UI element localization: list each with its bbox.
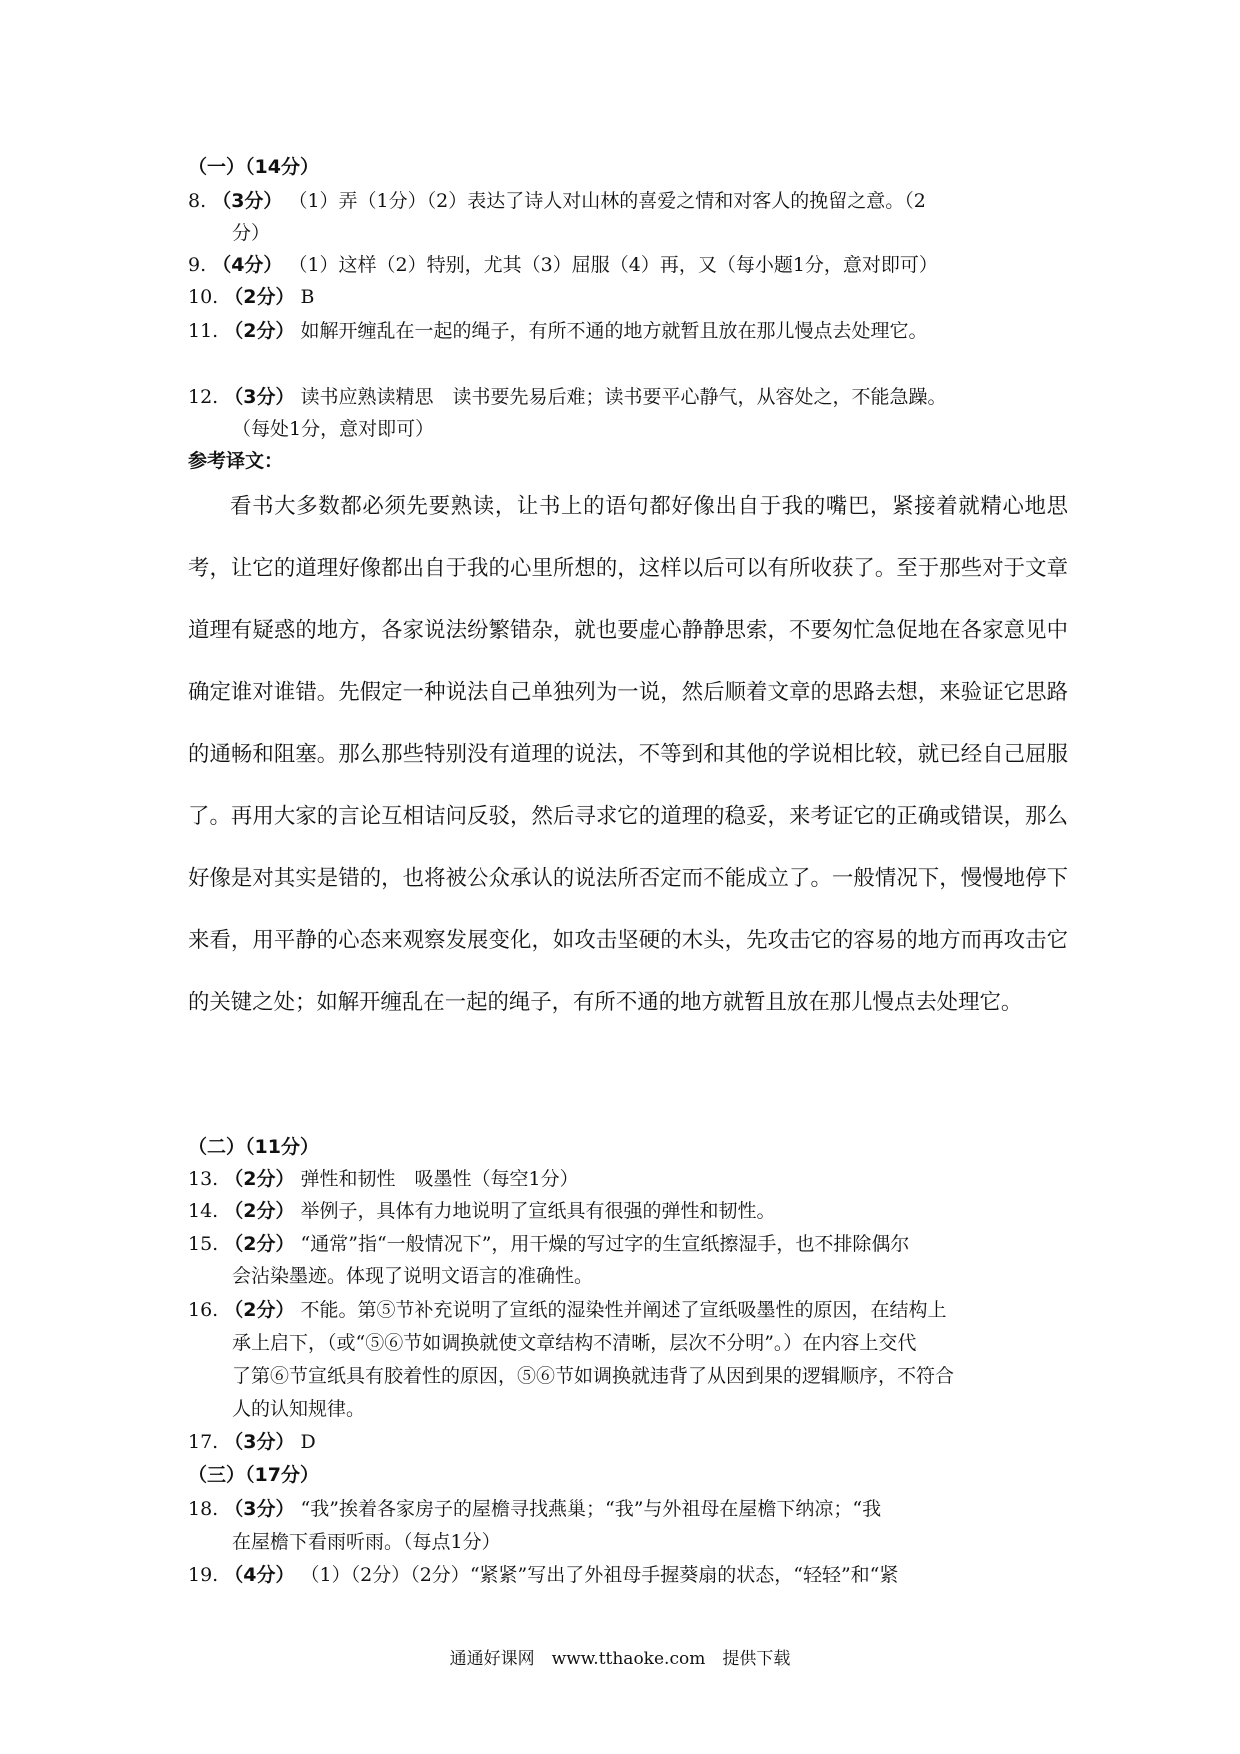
q8-line bbox=[188, 188, 926, 214]
q8-continuation: 分） bbox=[232, 222, 271, 244]
q17-score: （3分） bbox=[224, 1431, 295, 1453]
q12-number: 12. bbox=[188, 386, 219, 408]
q13-score: （2分） bbox=[224, 1168, 295, 1190]
q14-text: 举例子，具体有力地说明了宣纸具有很强的弹性和韧性。 bbox=[300, 1200, 776, 1222]
q16-text: 不能。第⑤节补充说明了宣纸的湿染性并阐述了宣纸吸墨性的原因，在结构上 bbox=[300, 1299, 947, 1321]
q14-score: （2分） bbox=[224, 1200, 295, 1222]
q17-number: 17. bbox=[188, 1431, 219, 1453]
q10-score: （2分） bbox=[224, 286, 295, 308]
q10-line bbox=[188, 284, 315, 310]
q16-continuation-2: 了第⑥节宣纸具有胶着性的原因，⑤⑥节如调换就违背了从因到果的逻辑顺序，不符合 bbox=[232, 1365, 955, 1387]
q19-line bbox=[188, 1562, 898, 1588]
q16-continuation-1: 承上启下，（或“⑤⑥节如调换就使文章结构不清晰，层次不分明”。）在内容上交代 bbox=[232, 1332, 917, 1354]
q13-text: 弹性和韧性 吸墨性（每空1分） bbox=[300, 1168, 579, 1190]
reference-translation-text: 看书大多数都必须先要熟读，让书上的语句都好像出自于我的嘴巴，紧接着就精心地思考，让它的道理好像都出自于我的心里所想的，这样以后可以有所收获了。至于那些对于文章道理有疑惑的地方，各家说法纷繁错杂，就也要虚心静静思索，不要匆忙急促地在各家意见中确定谁对谁错。先假定一种说法自己单独列为一说，然后顺着文章的思路去想，来验证它思路的通畅和阻塞。那么那些特别没有道理的说法，不等到和其他的学说相比较，就已经自己屈服了。再用大家的言论互相诘问反驳，然后寻求它的道理的稳妥，来考证它的正确或错误，那么好像是对其实是错的，也将被公众承认的说法所否定而不能成立了。一般情况下，慢慢地停下来看，用平静的心态来观察发展变化，如攻击坚硬的木头，先攻击它的容易的地方而再攻击它的关键之处；如解开缠乱在一起的绳子，有所不通的地方就暂且放在那儿慢点去处理它。 bbox=[188, 494, 1068, 1015]
q11-number: 11. bbox=[188, 320, 219, 342]
q14-line bbox=[188, 1198, 776, 1224]
q15-number: 15. bbox=[188, 1233, 219, 1255]
q10-number: 10. bbox=[188, 286, 219, 308]
q16-line bbox=[188, 1297, 947, 1323]
q13-line bbox=[188, 1166, 579, 1192]
q9-number: 9. bbox=[188, 254, 207, 276]
q9-text: （1）这样（2）特别，尤其（3）屈服（4）再，又（每小题1分，意对即可） bbox=[288, 254, 938, 276]
q14-number: 14. bbox=[188, 1200, 219, 1222]
q8-text: （1）弄（1分）（2）表达了诗人对山林的喜爱之情和对客人的挽留之意。（2 bbox=[288, 190, 926, 212]
q11-score: （2分） bbox=[224, 320, 295, 342]
q15-line bbox=[188, 1231, 909, 1257]
q19-number: 19. bbox=[188, 1564, 219, 1586]
section2-header: （二）（11分） bbox=[188, 1136, 319, 1158]
q17-line bbox=[188, 1429, 316, 1455]
q18-continuation: 在屋檐下看雨听雨。（每点1分） bbox=[232, 1531, 501, 1553]
q9-line bbox=[188, 252, 938, 278]
q11-text: 如解开缠乱在一起的绳子，有所不通的地方就暂且放在那儿慢点去处理它。 bbox=[300, 320, 928, 342]
q9-score: （4分） bbox=[212, 254, 283, 276]
q19-score: （4分） bbox=[224, 1564, 295, 1586]
q15-text: “通常”指“一般情况下”，用干燥的写过字的生宣纸擦湿手，也不排除偶尔 bbox=[300, 1233, 910, 1255]
q12-text: 读书应熟读精思 读书要先易后难；读书要平心静气，从容处之，不能急躁。 bbox=[300, 386, 947, 408]
q15-continuation: 会沾染墨迹。体现了说明文语言的准确性。 bbox=[232, 1265, 594, 1287]
q18-score: （3分） bbox=[224, 1498, 295, 1520]
q18-line bbox=[188, 1496, 881, 1522]
q19-text: （1）（2分）（2分）“紧紧”写出了外祖母手握葵扇的状态，“轻轻”和“紧 bbox=[300, 1564, 899, 1586]
q15-score: （2分） bbox=[224, 1233, 295, 1255]
page-footer: 通通好课网 www.tthaoke.com 提供下载 bbox=[449, 1649, 791, 1669]
q12-continuation: （每处1分，意对即可） bbox=[232, 418, 435, 440]
q16-number: 16. bbox=[188, 1299, 219, 1321]
q18-number: 18. bbox=[188, 1498, 219, 1520]
section1-header: （一）（14分） bbox=[188, 156, 319, 178]
q18-text: “我”挨着各家房子的屋檐寻找燕巢；“我”与外祖母在屋檐下纳凉；“我 bbox=[300, 1498, 882, 1520]
q11-line bbox=[188, 318, 928, 344]
q16-score: （2分） bbox=[224, 1299, 295, 1321]
q8-score: （3分） bbox=[212, 190, 283, 212]
section3-header: （三）（17分） bbox=[188, 1464, 319, 1486]
q12-line bbox=[188, 384, 947, 410]
q16-continuation-3: 人的认知规律。 bbox=[232, 1398, 366, 1420]
q10-text: B bbox=[300, 286, 315, 308]
q8-number: 8. bbox=[188, 190, 207, 212]
reference-translation-title: 参考译文： bbox=[188, 450, 284, 472]
q13-number: 13. bbox=[188, 1168, 219, 1190]
q17-text: D bbox=[300, 1431, 316, 1453]
q12-score: （3分） bbox=[224, 386, 295, 408]
